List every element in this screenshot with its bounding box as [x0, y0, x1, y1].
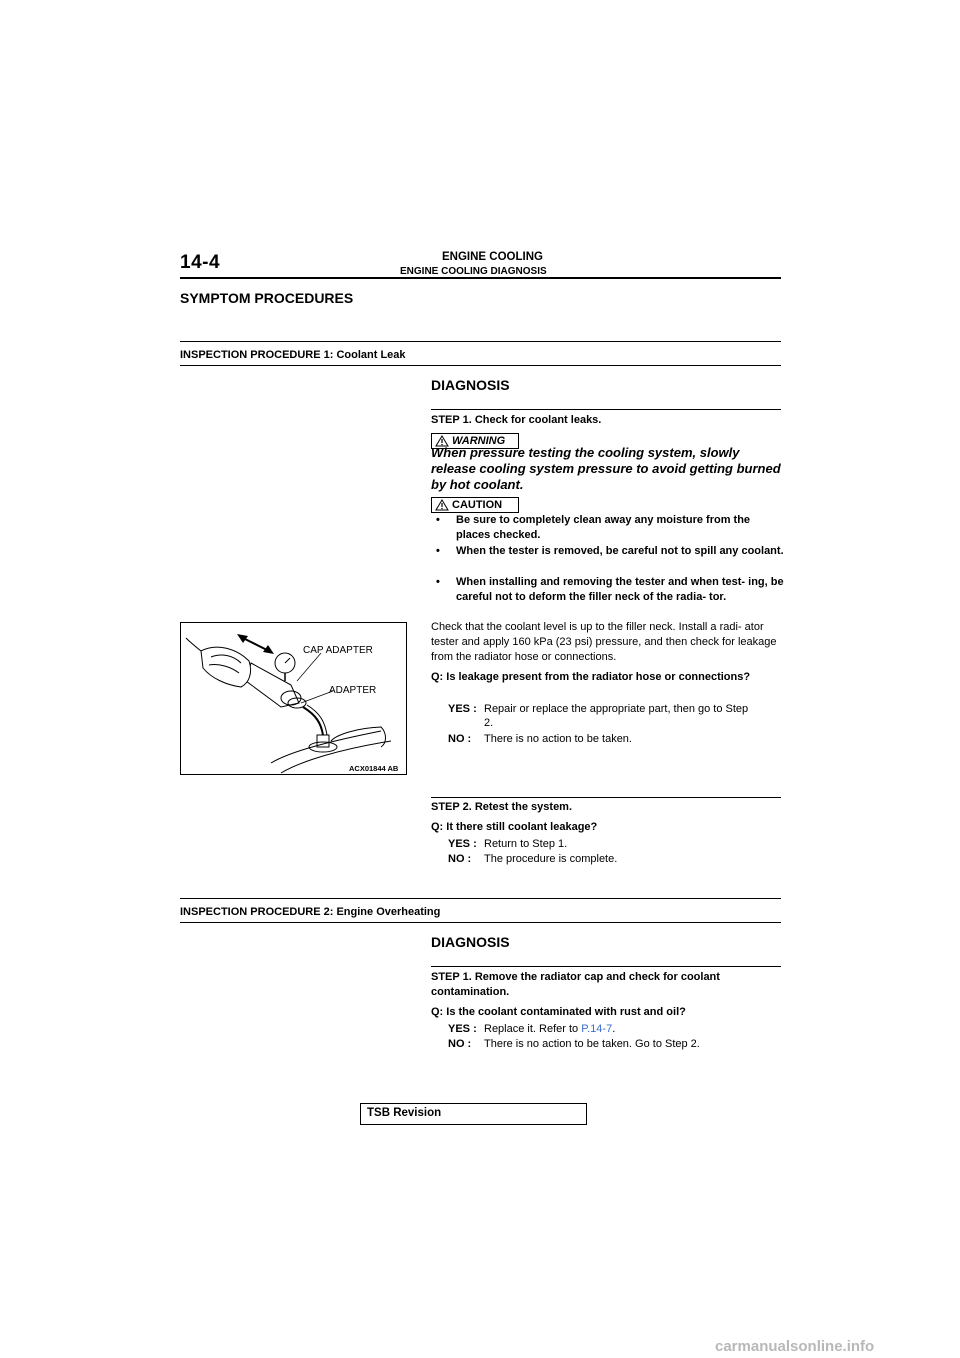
procedure-rule-top: [180, 341, 781, 342]
section-title: SYMPTOM PROCEDURES: [180, 290, 354, 306]
p2-step-1-title: STEP 1. Remove the radiator cap and check for coolant contamination.: [431, 971, 720, 998]
answer-no: [448, 1037, 768, 1051]
answer-no: [448, 852, 768, 866]
adapter-label: ADAPTER: [329, 685, 377, 696]
cap-adapter-label: CAP ADAPTER: [303, 645, 373, 656]
procedure-rule-bottom: [180, 365, 781, 366]
bullet-icon: •: [436, 514, 440, 526]
procedure-1-title: INSPECTION PROCEDURE 1: Coolant Leak: [180, 349, 406, 361]
figure-id: ACX01844 AB: [349, 764, 399, 773]
no-text: There is no action to be taken.: [484, 733, 632, 745]
step-1-question: Q: Is leakage present from the radiator hose or connections?: [431, 671, 751, 683]
yes-label: YES :: [448, 1023, 477, 1035]
section-subtitle: ENGINE COOLING DIAGNOSIS: [400, 266, 547, 277]
no-label: NO :: [448, 733, 472, 745]
p2-step-1-question: Q: Is the coolant contaminated with rust and oil?: [431, 1006, 686, 1018]
warning-text: When pressure testing the cooling system, slowly release cooling system pressure to avoid getting burned by hot coolant.: [431, 445, 781, 492]
pressure-tester-illustration: [181, 623, 406, 774]
caution-label: CAUTION: [452, 499, 503, 511]
step-1-body: Check that the coolant level is up to the filler neck. Install a radi- ator tester and apply 160 kPa (23 psi) pressure, and then check for leakage from the radiator hose or connections.: [431, 621, 777, 663]
procedure-2-title: INSPECTION PROCEDURE 2: Engine Overheating: [180, 906, 441, 918]
diagnosis-heading: DIAGNOSIS: [431, 377, 510, 393]
tsb-revision-box: [360, 1103, 587, 1125]
tsb-revision-label: TSB Revision: [367, 1107, 442, 1119]
step-rule: [431, 797, 781, 798]
step-1-title: STEP 1. Check for coolant leaks.: [431, 414, 602, 426]
no-text: There is no action to be taken. Go to Step 2.: [484, 1038, 700, 1050]
warning-label: WARNING: [452, 435, 506, 447]
watermark: carmanualsonline.info: [715, 1338, 875, 1355]
yes-label: YES :: [448, 703, 477, 715]
bullet-icon: •: [436, 576, 440, 588]
step-2-title: STEP 2. Retest the system.: [431, 801, 573, 813]
answer-yes: [448, 702, 768, 730]
no-label: NO :: [448, 1038, 472, 1050]
yes-text: Return to Step 1.: [484, 838, 568, 850]
procedure-rule-top: [180, 898, 781, 899]
step-rule: [431, 966, 781, 967]
page-number: 14-4: [180, 252, 221, 273]
header-rule: [180, 277, 781, 279]
yes-label: YES :: [448, 838, 477, 850]
answer-yes: [448, 1022, 768, 1036]
answer-no: [448, 732, 768, 746]
caution-badge: [431, 497, 519, 513]
page-reference-link[interactable]: P.14-7: [581, 1023, 613, 1035]
yes-text: Repair or replace the appropriate part, then go to Step 2.: [484, 703, 749, 729]
diagnosis-heading: DIAGNOSIS: [431, 934, 510, 950]
step-2-question: Q: It there still coolant leakage?: [431, 821, 598, 833]
no-label: NO :: [448, 853, 472, 865]
procedure-rule-bottom: [180, 922, 781, 923]
pressure-tester-figure: [180, 622, 407, 775]
answer-yes: [448, 837, 768, 851]
step-rule: [431, 409, 781, 410]
yes-text: Replace it. Refer to P.14-7.: [484, 1023, 616, 1035]
chapter-title: ENGINE COOLING: [442, 251, 543, 263]
bullet-icon: •: [436, 545, 440, 557]
no-text: The procedure is complete.: [484, 853, 618, 865]
